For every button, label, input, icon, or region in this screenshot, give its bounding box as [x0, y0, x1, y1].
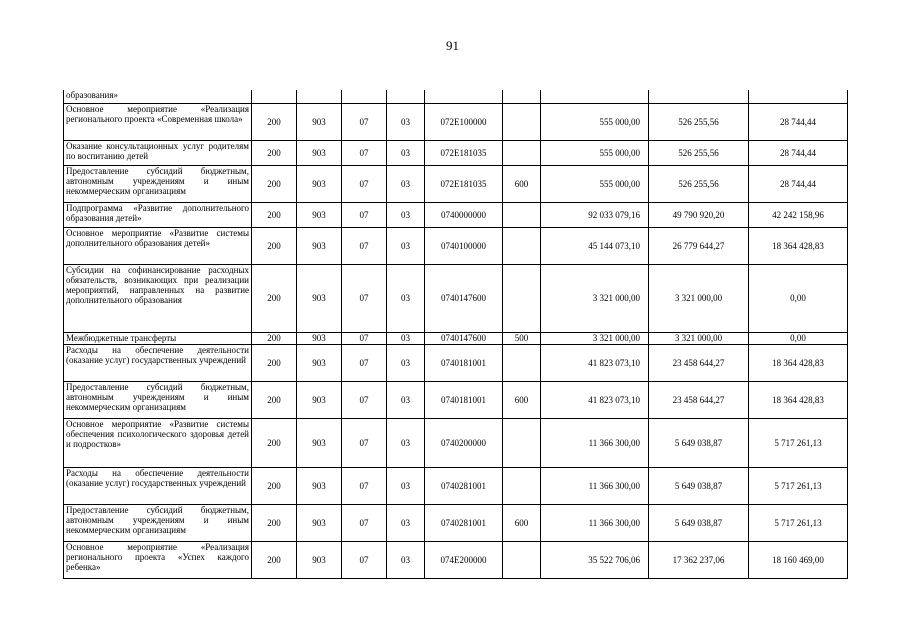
cell-name: Основное мероприятие «Реализация регионального проекта «Современная школа» — [64, 103, 252, 140]
cell-value-remaining: 18 160 469,00 — [749, 541, 848, 578]
table-body — [64, 90, 848, 578]
cell-expense-type — [503, 140, 541, 165]
table-row — [64, 504, 848, 541]
cell-value-executed: 17 362 237,06 — [649, 541, 749, 578]
cell-value-executed: 5 649 038,87 — [649, 467, 749, 504]
cell-value-remaining: 5 717 261,13 — [749, 467, 848, 504]
cell-name: Субсидии на софинансирование расходных обязательств, возникающих при реализации мероприятий, направленных на развитие дополнительного образования — [64, 264, 252, 332]
cell-expense-type: 600 — [503, 165, 541, 202]
cell-expense-type — [503, 467, 541, 504]
cell-value-remaining: 18 364 428,83 — [749, 344, 848, 381]
cell-subsection: 03 — [387, 165, 425, 202]
cell-section: 07 — [342, 103, 387, 140]
cell-ministry-code: 903 — [297, 264, 342, 332]
cell-value-planned — [541, 90, 649, 103]
table-row — [64, 140, 848, 165]
cell-value-planned: 555 000,00 — [541, 165, 649, 202]
cell-section-code: 200 — [252, 381, 297, 418]
cell-value-remaining: 5 717 261,13 — [749, 504, 848, 541]
cell-section: 07 — [342, 227, 387, 264]
cell-value-planned: 35 522 706,06 — [541, 541, 649, 578]
cell-value-planned: 41 823 073,10 — [541, 381, 649, 418]
cell-expense-type — [503, 202, 541, 227]
cell-value-remaining: 28 744,44 — [749, 165, 848, 202]
cell-value-executed: 526 255,56 — [649, 165, 749, 202]
cell-subsection: 03 — [387, 504, 425, 541]
cell-value-executed: 526 255,56 — [649, 140, 749, 165]
cell-section: 07 — [342, 467, 387, 504]
cell-target-article: 0740281001 — [425, 467, 503, 504]
cell-ministry-code: 903 — [297, 165, 342, 202]
cell-subsection: 03 — [387, 381, 425, 418]
cell-ministry-code: 903 — [297, 467, 342, 504]
cell-ministry-code: 903 — [297, 103, 342, 140]
cell-target-article: 072E181035 — [425, 140, 503, 165]
cell-value-executed: 23 458 644,27 — [649, 381, 749, 418]
cell-section: 07 — [342, 504, 387, 541]
cell-name: Основное мероприятие «Развитие системы дополнительного образования детей» — [64, 227, 252, 264]
table-row — [64, 467, 848, 504]
cell-value-planned: 555 000,00 — [541, 140, 649, 165]
cell-value-remaining: 0,00 — [749, 264, 848, 332]
table-row — [64, 227, 848, 264]
cell-subsection — [387, 90, 425, 103]
cell-expense-type — [503, 227, 541, 264]
cell-subsection: 03 — [387, 332, 425, 344]
cell-value-remaining — [749, 90, 848, 103]
cell-value-remaining: 0,00 — [749, 332, 848, 344]
cell-expense-type: 600 — [503, 504, 541, 541]
cell-subsection: 03 — [387, 418, 425, 467]
cell-section — [342, 90, 387, 103]
cell-name: Межбюджетные трансферты — [64, 332, 252, 344]
cell-value-remaining: 5 717 261,13 — [749, 418, 848, 467]
cell-target-article: 074E200000 — [425, 541, 503, 578]
page-number: 91 — [446, 38, 459, 53]
cell-target-article: 0740200000 — [425, 418, 503, 467]
cell-section: 07 — [342, 541, 387, 578]
cell-ministry-code: 903 — [297, 418, 342, 467]
cell-target-article: 0740100000 — [425, 227, 503, 264]
cell-name: Оказание консультационных услуг родителям по воспитанию детей — [64, 140, 252, 165]
cell-subsection: 03 — [387, 344, 425, 381]
table-row — [64, 332, 848, 344]
cell-expense-type: 500 — [503, 332, 541, 344]
cell-target-article: 0740147600 — [425, 332, 503, 344]
cell-target-article: 072E100000 — [425, 103, 503, 140]
cell-value-planned: 555 000,00 — [541, 103, 649, 140]
cell-name: Основное мероприятие «Развитие системы обеспечения психологического здоровья детей и подростков» — [64, 418, 252, 467]
cell-name: Предоставление субсидий бюджетным, автономным учреждениям и иным некоммерческим организациям — [64, 504, 252, 541]
cell-section: 07 — [342, 381, 387, 418]
cell-value-remaining: 28 744,44 — [749, 140, 848, 165]
cell-section-code: 200 — [252, 418, 297, 467]
table-row — [64, 541, 848, 578]
table-row — [64, 165, 848, 202]
cell-subsection: 03 — [387, 467, 425, 504]
cell-expense-type — [503, 344, 541, 381]
cell-section-code: 200 — [252, 344, 297, 381]
cell-value-remaining: 28 744,44 — [749, 103, 848, 140]
cell-target-article: 0740000000 — [425, 202, 503, 227]
table-row — [64, 381, 848, 418]
cell-name: образования» — [64, 90, 252, 103]
cell-subsection: 03 — [387, 264, 425, 332]
cell-expense-type: 600 — [503, 381, 541, 418]
cell-expense-type — [503, 541, 541, 578]
cell-section-code: 200 — [252, 541, 297, 578]
cell-value-planned: 3 321 000,00 — [541, 332, 649, 344]
cell-name: Предоставление субсидий бюджетным, автономным учреждениям и иным некоммерческим организациям — [64, 381, 252, 418]
cell-value-planned: 11 366 300,00 — [541, 418, 649, 467]
cell-subsection: 03 — [387, 103, 425, 140]
cell-value-executed: 5 649 038,87 — [649, 504, 749, 541]
cell-ministry-code: 903 — [297, 504, 342, 541]
cell-expense-type — [503, 90, 541, 103]
cell-target-article: 072E181035 — [425, 165, 503, 202]
cell-section-code: 200 — [252, 140, 297, 165]
cell-ministry-code: 903 — [297, 140, 342, 165]
cell-value-planned: 3 321 000,00 — [541, 264, 649, 332]
cell-section-code — [252, 90, 297, 103]
cell-value-executed: 23 458 644,27 — [649, 344, 749, 381]
table-row — [64, 202, 848, 227]
cell-value-remaining: 18 364 428,83 — [749, 227, 848, 264]
cell-subsection: 03 — [387, 541, 425, 578]
table-row — [64, 103, 848, 140]
cell-value-planned: 45 144 073,10 — [541, 227, 649, 264]
table-row — [64, 418, 848, 467]
cell-name: Предоставление субсидий бюджетным, автономным учреждениям и иным некоммерческим организациям — [64, 165, 252, 202]
cell-value-executed: 49 790 920,20 — [649, 202, 749, 227]
cell-target-article: 0740147600 — [425, 264, 503, 332]
cell-section: 07 — [342, 165, 387, 202]
cell-subsection: 03 — [387, 202, 425, 227]
cell-section: 07 — [342, 332, 387, 344]
cell-ministry-code: 903 — [297, 381, 342, 418]
cell-subsection: 03 — [387, 140, 425, 165]
cell-value-executed: 526 255,56 — [649, 103, 749, 140]
cell-value-planned: 41 823 073,10 — [541, 344, 649, 381]
cell-target-article: 0740181001 — [425, 381, 503, 418]
cell-value-executed: 5 649 038,87 — [649, 418, 749, 467]
cell-section-code: 200 — [252, 227, 297, 264]
cell-value-remaining: 42 242 158,96 — [749, 202, 848, 227]
cell-subsection: 03 — [387, 227, 425, 264]
cell-expense-type — [503, 418, 541, 467]
cell-section: 07 — [342, 202, 387, 227]
cell-section-code: 200 — [252, 202, 297, 227]
cell-section-code: 200 — [252, 332, 297, 344]
cell-value-remaining: 18 364 428,83 — [749, 381, 848, 418]
cell-section-code: 200 — [252, 467, 297, 504]
cell-value-executed — [649, 90, 749, 103]
cell-name: Основное мероприятие «Реализация регионального проекта «Успех каждого ребенка» — [64, 541, 252, 578]
cell-section: 07 — [342, 418, 387, 467]
cell-expense-type — [503, 103, 541, 140]
cell-ministry-code: 903 — [297, 344, 342, 381]
cell-value-executed: 3 321 000,00 — [649, 264, 749, 332]
cell-ministry-code — [297, 90, 342, 103]
cell-section-code: 200 — [252, 264, 297, 332]
cell-name: Подпрограмма «Развитие дополнительного образования детей» — [64, 202, 252, 227]
cell-target-article: 0740181001 — [425, 344, 503, 381]
cell-section-code: 200 — [252, 103, 297, 140]
cell-section-code: 200 — [252, 165, 297, 202]
cell-ministry-code: 903 — [297, 332, 342, 344]
cell-ministry-code: 903 — [297, 202, 342, 227]
table-row — [64, 264, 848, 332]
cell-value-executed: 26 779 644,27 — [649, 227, 749, 264]
cell-value-planned: 92 033 079,16 — [541, 202, 649, 227]
cell-target-article: 0740281001 — [425, 504, 503, 541]
cell-name: Расходы на обеспечение деятельности (оказание услуг) государственных учреждений — [64, 344, 252, 381]
cell-ministry-code: 903 — [297, 227, 342, 264]
table-row — [64, 90, 848, 103]
cell-section: 07 — [342, 140, 387, 165]
cell-section: 07 — [342, 264, 387, 332]
cell-section: 07 — [342, 344, 387, 381]
cell-target-article — [425, 90, 503, 103]
cell-name: Расходы на обеспечение деятельности (оказание услуг) государственных учреждений — [64, 467, 252, 504]
cell-value-planned: 11 366 300,00 — [541, 504, 649, 541]
table-row — [64, 344, 848, 381]
cell-value-executed: 3 321 000,00 — [649, 332, 749, 344]
cell-ministry-code: 903 — [297, 541, 342, 578]
cell-section-code: 200 — [252, 504, 297, 541]
cell-expense-type — [503, 264, 541, 332]
budget-table — [63, 90, 848, 579]
cell-value-planned: 11 366 300,00 — [541, 467, 649, 504]
